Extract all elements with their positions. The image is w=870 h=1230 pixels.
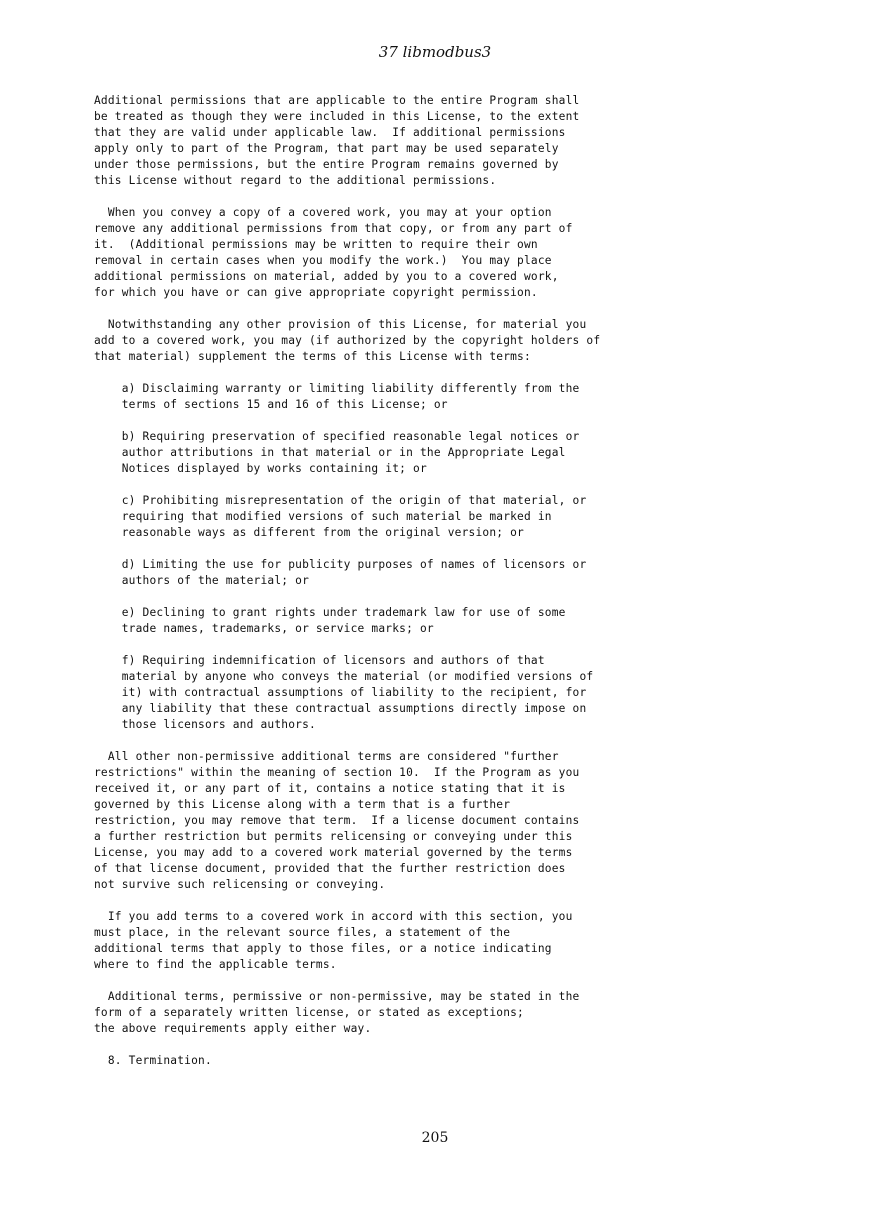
text-line: requiring that modified versions of such material be marked in [94,510,552,523]
paragraph-gap [94,1037,774,1053]
text-line: not survive such relicensing or conveying. [94,878,386,891]
text-line: must place, in the relevant source files, a statement of the [94,926,511,939]
paragraph-gap [94,189,774,205]
text-line: it. (Additional permissions may be written to require their own [94,238,538,251]
paragraph [94,381,774,413]
paragraph [94,1053,774,1069]
text-line: add to a covered work, you may (if authorized by the copyright holders of [94,334,601,347]
paragraph [94,205,774,301]
paragraph-gap [94,301,774,317]
text-line: b) Requiring preservation of specified reasonable legal notices or [94,430,580,443]
paragraph-gap [94,477,774,493]
text-line: received it, or any part of it, contains a notice stating that it is [94,782,566,795]
text-line: a further restriction but permits relicensing or conveying under this [94,830,573,843]
text-line: License, you may add to a covered work material governed by the terms [94,846,573,859]
text-line: c) Prohibiting misrepresentation of the origin of that material, or [94,494,587,507]
text-line: Additional permissions that are applicable to the entire Program shall [94,94,580,107]
paragraph [94,317,774,365]
paragraph [94,557,774,589]
running-header: 37 libmodbus3 [378,43,492,61]
text-line: restriction, you may remove that term. If a license document contains [94,814,580,827]
paragraph [94,653,774,733]
text-line: Notwithstanding any other provision of this License, for material you [94,318,587,331]
paragraph-gap [94,365,774,381]
text-line: 8. Termination. [94,1054,212,1067]
text-line: the above requirements apply either way. [94,1022,372,1035]
text-line: reasonable ways as different from the original version; or [94,526,524,539]
text-line: author attributions in that material or in the Appropriate Legal [94,446,566,459]
paragraph [94,605,774,637]
paragraph [94,429,774,477]
paragraph-gap [94,413,774,429]
paragraph [94,493,774,541]
text-line: When you convey a copy of a covered work, you may at your option [94,206,552,219]
page-number: 205 [421,1130,449,1146]
text-line: If you add terms to a covered work in accord with this section, you [94,910,573,923]
text-line: authors of the material; or [94,574,309,587]
text-line: a) Disclaiming warranty or limiting liability differently from the [94,382,580,395]
text-line: under those permissions, but the entire Program remains governed by [94,158,559,171]
text-line: form of a separately written license, or stated as exceptions; [94,1006,524,1019]
text-line: those licensors and authors. [94,718,316,731]
text-line: Additional terms, permissive or non-permissive, may be stated in the [94,990,580,1003]
paragraph [94,749,774,893]
paragraph-gap [94,733,774,749]
text-line: any liability that these contractual assumptions directly impose on [94,702,587,715]
text-line: be treated as though they were included in this License, to the extent [94,110,580,123]
text-line: material by anyone who conveys the material (or modified versions of [94,670,594,683]
text-line: apply only to part of the Program, that part may be used separately [94,142,559,155]
paragraph [94,93,774,189]
text-line: All other non-permissive additional terms are considered "further [94,750,559,763]
paragraph-gap [94,541,774,557]
text-line: that material) supplement the terms of this License with terms: [94,350,531,363]
text-line: it) with contractual assumptions of liability to the recipient, for [94,686,587,699]
text-line: f) Requiring indemnification of licensors and authors of that [94,654,545,667]
text-line: removal in certain cases when you modify the work.) You may place [94,254,552,267]
text-line: governed by this License along with a term that is a further [94,798,511,811]
text-line: trade names, trademarks, or service marks; or [94,622,434,635]
text-line: for which you have or can give appropriate copyright permission. [94,286,538,299]
paragraph-gap [94,589,774,605]
text-line: Notices displayed by works containing it; or [94,462,427,475]
paragraph-gap [94,637,774,653]
text-line: remove any additional permissions from that copy, or from any part of [94,222,573,235]
text-line: terms of sections 15 and 16 of this License; or [94,398,448,411]
text-line: d) Limiting the use for publicity purposes of names of licensors or [94,558,587,571]
text-line: additional terms that apply to those files, or a notice indicating [94,942,552,955]
paragraph-gap [94,973,774,989]
text-line: this License without regard to the additional permissions. [94,174,497,187]
text-line: where to find the applicable terms. [94,958,337,971]
paragraph [94,989,774,1037]
text-line: e) Declining to grant rights under trademark law for use of some [94,606,566,619]
text-line: additional permissions on material, added by you to a covered work, [94,270,559,283]
paragraph-gap [94,893,774,909]
text-line: of that license document, provided that the further restriction does [94,862,566,875]
text-line: that they are valid under applicable law. If additional permissions [94,126,566,139]
license-text-body [94,93,774,1069]
text-line: restrictions" within the meaning of section 10. If the Program as you [94,766,580,779]
paragraph [94,909,774,973]
